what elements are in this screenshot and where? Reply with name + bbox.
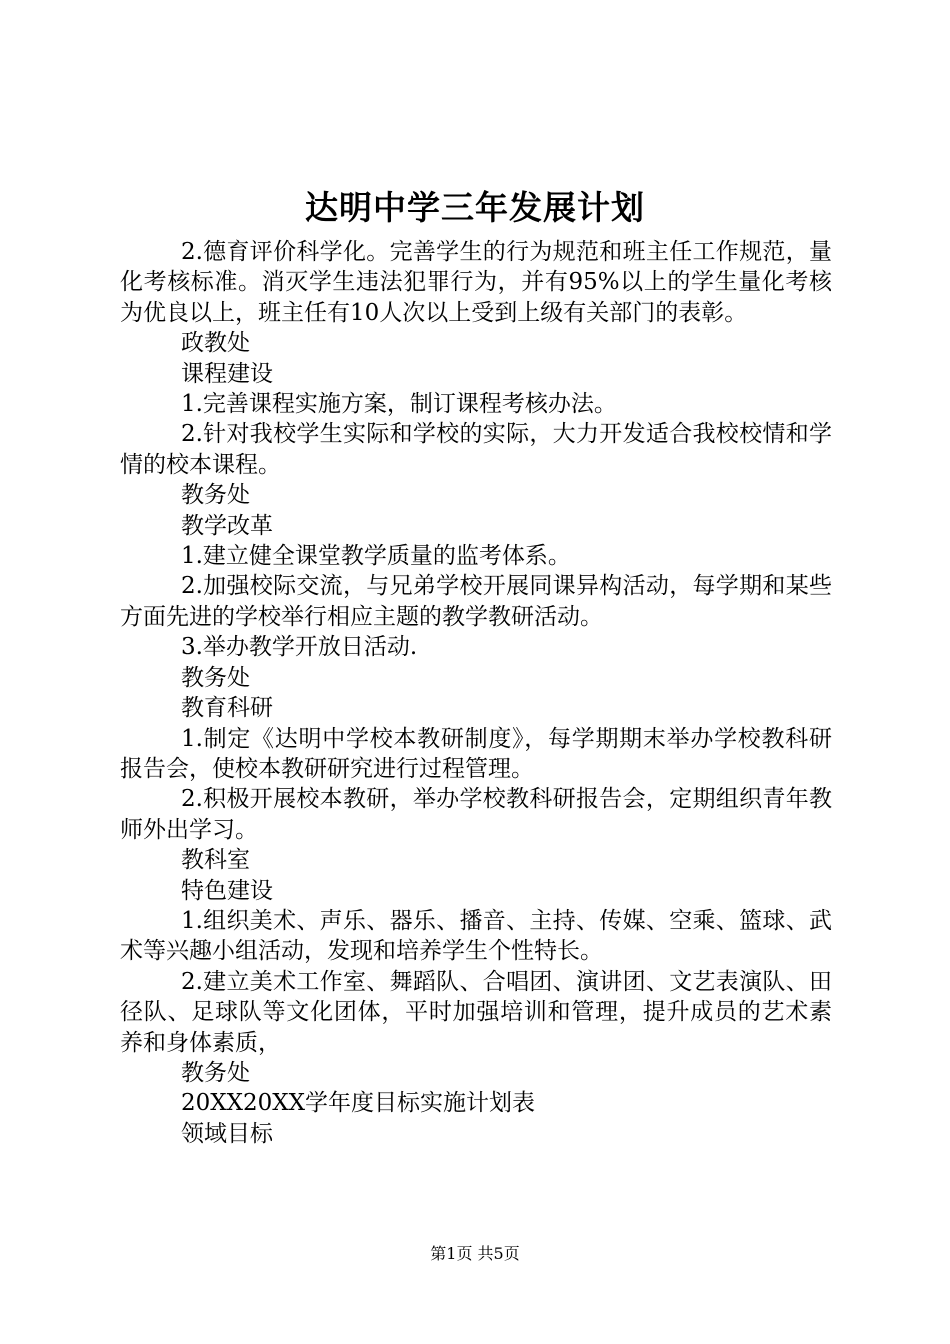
paragraph: 2.积极开展校本教研，举办学校教科研报告会，定期组织青年教师外出学习。: [120, 786, 832, 843]
paragraph: 政教处: [180, 330, 250, 357]
page-footer: 第1页 共5页: [430, 1244, 520, 1263]
paragraph: 2.针对我校学生实际和学校的实际，大力开发适合我校校情和学情的校本课程。: [120, 421, 832, 478]
paragraph: 2.建立美术工作室、舞蹈队、合唱团、演讲团、文艺表演队、田径队、足球队等文化团体，平时加强培训和管理，提升成员的艺术素养和身体素质，: [120, 968, 832, 1056]
paragraph: 教育科研: [180, 695, 273, 722]
page-title: 达明中学三年发展计划: [305, 188, 645, 227]
paragraph: 1.建立健全课堂教学质量的监考体系。: [180, 543, 571, 570]
paragraph: 1.组织美术、声乐、器乐、播音、主持、传媒、空乘、篮球、武术等兴趣小组活动，发现和培养学生个性特长。: [120, 907, 832, 965]
paragraph: 教务处: [180, 1059, 250, 1086]
paragraph: 教科室: [180, 847, 250, 874]
paragraph: 20XX20XX学年度目标实施计划表: [180, 1090, 535, 1117]
paragraph: 1.完善课程实施方案，制订课程考核办法。: [180, 391, 617, 418]
paragraph: 特色建设: [180, 877, 273, 904]
paragraph: 课程建设: [180, 360, 273, 387]
paragraph: 教务处: [180, 482, 250, 509]
paragraph: 1.制定《达明中学校本教研制度》，每学期期末举办学校教科研报告会，使校本教研研究进行过程管理。: [120, 725, 832, 782]
paragraph: 3.举办教学开放日活动.: [180, 634, 418, 661]
paragraph: 教务处: [180, 664, 250, 691]
document-body: [120, 237, 832, 1149]
paragraph: 教学改革: [180, 512, 273, 539]
paragraph: 2.德育评价科学化。完善学生的行为规范和班主任工作规范，量化考核标准。消灭学生违法犯罪行为，并有95%以上的学生量化考核为优良以上，班主任有10人次以上受到上级有关部门的表彰。: [120, 239, 832, 326]
paragraph: 2.加强校际交流，与兄弟学校开展同课异构活动，每学期和某些方面先进的学校举行相应主题的教学教研活动。: [120, 573, 832, 630]
paragraph: 领域目标: [180, 1120, 273, 1147]
